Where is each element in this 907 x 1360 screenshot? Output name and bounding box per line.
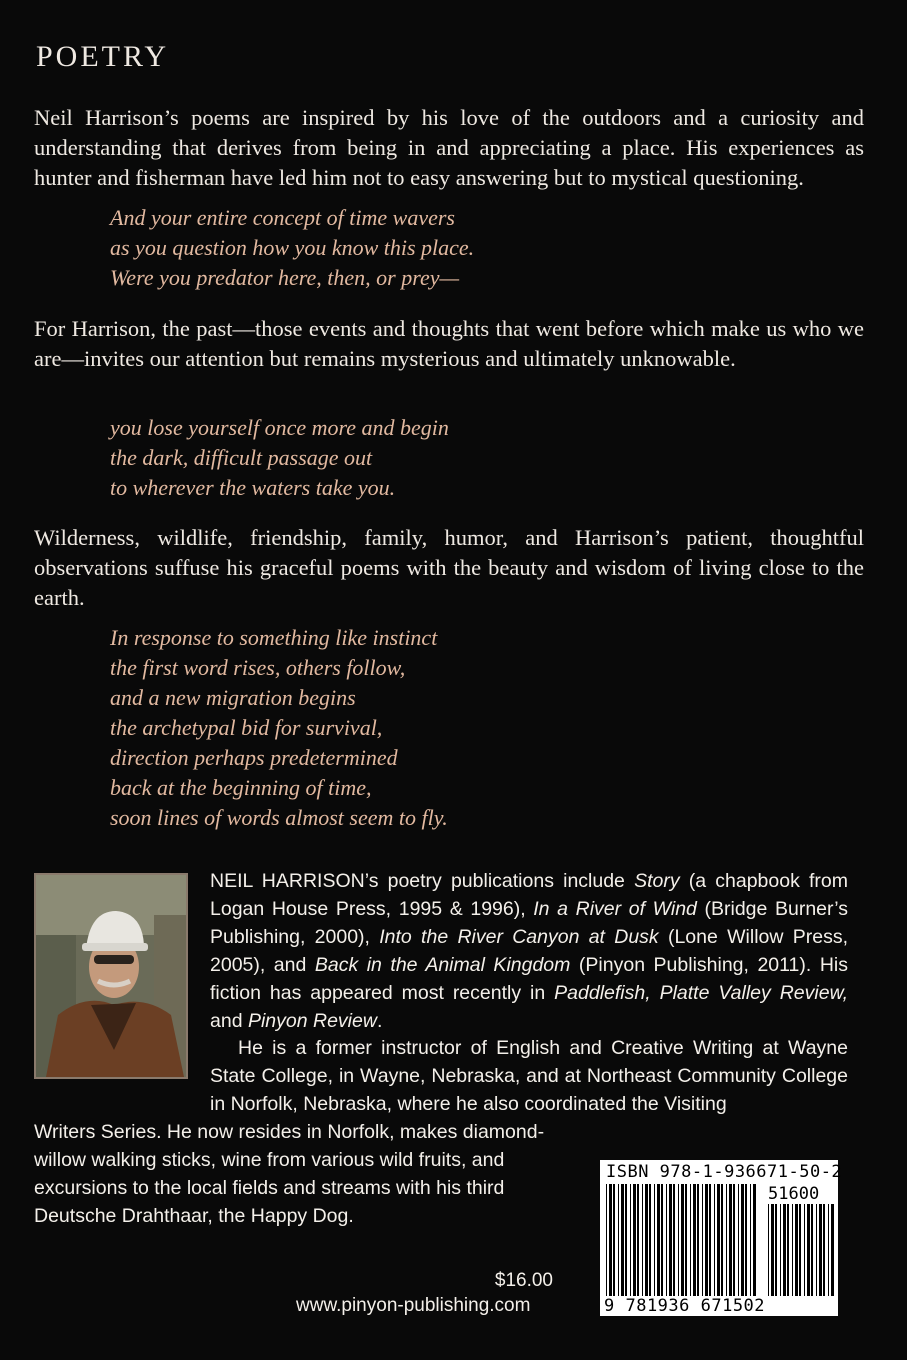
barcode-bar — [792, 1204, 793, 1296]
barcode-bar — [709, 1184, 711, 1296]
third-paragraph: Wilderness, wildlife, friendship, family, humor, and Harrison’s patient, thoughtful observations suffuse his graceful poems with the beauty and wisdom of living close to the earth. — [34, 525, 864, 610]
barcode-bar — [649, 1184, 651, 1296]
barcode-bar — [609, 1184, 612, 1296]
barcode-bar — [685, 1184, 687, 1296]
bio-text: (a chapbook from Logan House Press, 1995 & 1996), — [210, 870, 848, 920]
barcode-bar — [693, 1184, 696, 1296]
barcode-bar — [771, 1204, 774, 1296]
barcode-bar — [666, 1184, 667, 1296]
barcode-bar — [823, 1204, 825, 1296]
journal-titles: Paddlefish, Platte Valley Review, — [554, 982, 848, 1004]
barcode-bar — [733, 1184, 735, 1296]
verse-excerpt-3 — [110, 623, 448, 833]
barcode-bar — [775, 1204, 777, 1296]
bio-text: . — [376, 1010, 383, 1032]
author-name: NEIL HARRISON — [210, 870, 365, 892]
barcode-bar — [654, 1184, 655, 1296]
barcode-bar — [811, 1204, 813, 1296]
verse-line: In response to something like instinct — [110, 625, 438, 650]
middle-paragraph: For Harrison, the past—those events and thoughts that went before which make us who we are—invites our attention but remains mysterious and ultimately unknowable. — [34, 316, 864, 371]
barcode-bar — [753, 1184, 756, 1296]
barcode-bar — [637, 1184, 639, 1296]
barcode-bar — [738, 1184, 739, 1296]
verse-line: you lose yourself once more and begin — [110, 415, 449, 440]
barcode-bar — [618, 1184, 619, 1296]
author-bio-continuation: Writers Series. He now resides in Norfolk, makes diamond-willow walking sticks, wine from various wild fruits, and excursions to the local fields and streams with his third Deutsche Drahthaar, the Happy Dog. — [34, 1121, 545, 1227]
verse-line: And your entire concept of time wavers — [110, 205, 455, 230]
barcode-bar — [645, 1184, 648, 1296]
author-bio-second-paragraph: He is a former instructor of English and Creative Writing at Wayne State College, in Wayne, Nebraska, and at Northeast Community College in Norfolk, Nebraska, where he also coordinated the Visiting — [210, 1037, 848, 1115]
page-heading: POETRY — [36, 40, 170, 73]
intro-paragraph: Neil Harrison’s poems are inspired by his love of the outdoors and a curiosity and understanding that derives from being in and appreciating a place. His experiences as hunter and fisherman have led him not to easy answering but to mystical questioning. — [34, 105, 864, 190]
verse-line: the dark, difficult passage out — [110, 445, 373, 470]
journal-pinyon-review: Pinyon Review — [247, 1010, 377, 1032]
barcode-bar — [613, 1184, 615, 1296]
barcode-bar — [705, 1184, 708, 1296]
barcode-bar — [804, 1204, 805, 1296]
bio-text: ’s poetry publications include — [364, 870, 635, 892]
website-url: www.pinyon-publishing.com — [296, 1295, 531, 1316]
barcode-bar — [630, 1184, 631, 1296]
barcode-bar — [780, 1204, 781, 1296]
verse-line: to wherever the waters take you. — [110, 475, 396, 500]
verse-line: Were you predator here, then, or prey— — [110, 265, 460, 290]
barcode-bar — [828, 1204, 829, 1296]
author-photo — [34, 873, 188, 1079]
bio-text: (Lone Willow Press, 2005), and — [210, 926, 848, 976]
barcode-bar — [657, 1184, 660, 1296]
barcode-digits: 9 781936 671502 — [604, 1296, 766, 1316]
barcode-bar — [606, 1184, 607, 1296]
verse-excerpt-2 — [110, 413, 449, 503]
bio-text: (Pinyon Publishing, 2011). His fiction has appeared most recently in — [210, 954, 848, 1004]
bio-text: (Bridge Burner’s Publishing, 2000), — [210, 898, 848, 948]
price-code: 51600 — [768, 1184, 820, 1204]
author-bio-paragraph — [210, 867, 848, 1035]
isbn-barcode — [600, 1160, 843, 1316]
barcode-bar — [795, 1204, 798, 1296]
barcode-bar — [697, 1184, 699, 1296]
barcode-bar — [807, 1204, 810, 1296]
barcode-bar — [721, 1184, 723, 1296]
barcode-bar — [633, 1184, 636, 1296]
title-story: Story — [634, 870, 680, 892]
barcode-bar — [729, 1184, 732, 1296]
barcode-bar — [816, 1204, 817, 1296]
price-addon-bars — [768, 1204, 834, 1296]
barcode-bar — [831, 1204, 834, 1296]
verse-line: and a new migration begins — [110, 685, 356, 710]
barcode-bar — [741, 1184, 744, 1296]
verse-excerpt-1 — [110, 203, 474, 293]
bio-text: and — [210, 1010, 248, 1032]
verse-line: back at the beginning of time, — [110, 775, 372, 800]
barcode-bar — [799, 1204, 801, 1296]
barcode-bar — [750, 1184, 751, 1296]
barcode-bar — [714, 1184, 715, 1296]
barcode-bar — [625, 1184, 627, 1296]
barcode-bar — [819, 1204, 822, 1296]
barcode-bar — [669, 1184, 672, 1296]
price: $16.00 — [494, 1270, 553, 1291]
barcode-bar — [621, 1184, 624, 1296]
verse-line: the first word rises, others follow, — [110, 655, 406, 680]
barcode-bar — [717, 1184, 720, 1296]
verse-line: the archetypal bid for survival, — [110, 715, 383, 740]
title-animal-kingdom: Back in the Animal Kingdom — [314, 954, 571, 976]
isbn-text: ISBN 978-1-936671-50-2 — [606, 1162, 843, 1182]
barcode-bar — [787, 1204, 789, 1296]
barcode-bar — [702, 1184, 703, 1296]
verse-line: soon lines of words almost seem to fly. — [110, 805, 448, 830]
barcode-bars — [606, 1184, 756, 1296]
barcode-bar — [768, 1204, 769, 1296]
verse-line: as you question how you know this place. — [110, 235, 475, 260]
barcode-bar — [673, 1184, 675, 1296]
barcode-bar — [745, 1184, 747, 1296]
barcode-bar — [726, 1184, 727, 1296]
barcode-bar — [681, 1184, 684, 1296]
verse-line: direction perhaps predetermined — [110, 745, 398, 770]
barcode-bar — [678, 1184, 679, 1296]
title-river-canyon: Into the River Canyon at Dusk — [379, 926, 659, 948]
barcode-bar — [690, 1184, 691, 1296]
barcode-bar — [661, 1184, 663, 1296]
barcode-bar — [642, 1184, 643, 1296]
barcode-bar — [783, 1204, 786, 1296]
title-river-of-wind: In a River of Wind — [533, 898, 697, 920]
